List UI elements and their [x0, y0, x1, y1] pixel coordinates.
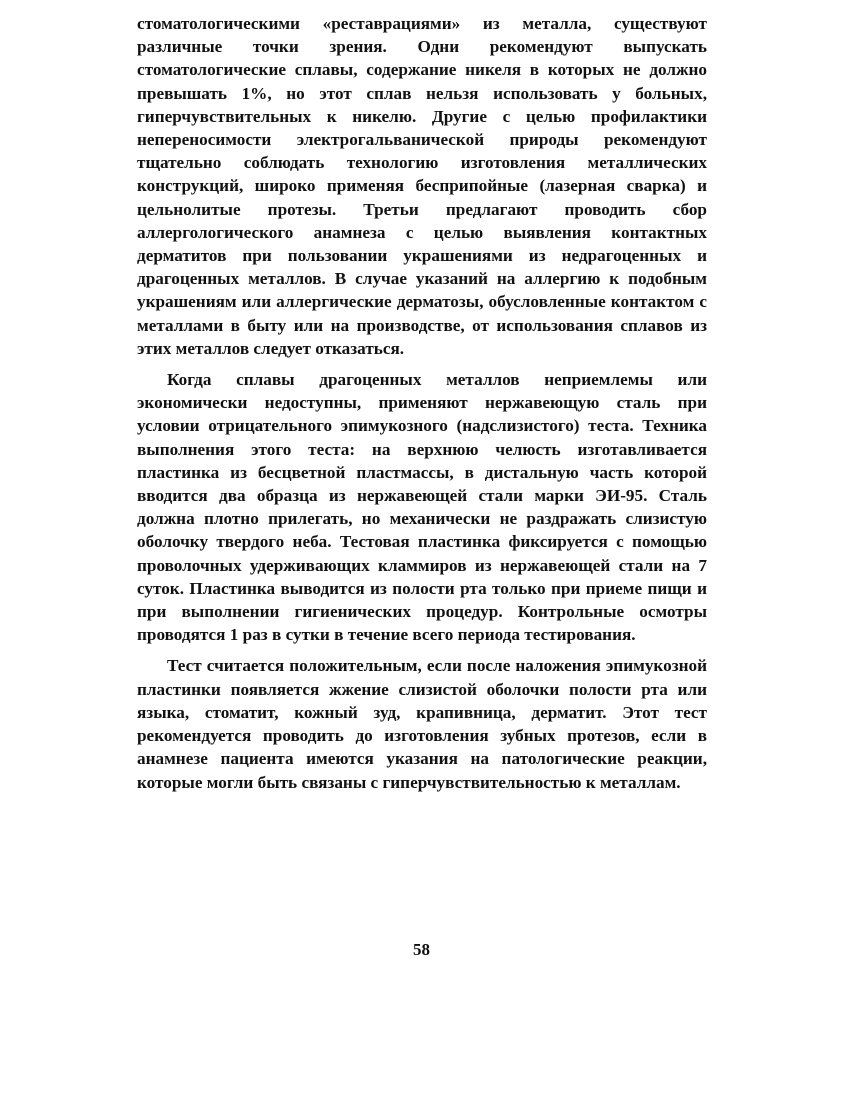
page-number: 58	[413, 940, 430, 959]
body-text	[137, 12, 707, 802]
paragraph-test-result: Тест считается положительным, если после наложения эпимукозной пластинки появляется жжение слизистой оболочки полости рта или языка, стоматит, кожный зуд, крапивница, дерматит. Этот тест рекомендуется проводить до изготовления зубных протезов, если в анамнезе пациента имеются указания на патологические реакции, которые могли быть связаны с гиперчувствительностью к металлам.	[137, 656, 707, 792]
paragraph-stainless-steel: Когда сплавы драгоценных металлов неприемлемы или экономически недоступны, применяют нержавеющую сталь при условии отрицательного эпимукозного (надслизистого) теста. Техника выполнения этого теста: на верхнюю челюсть изготавливается пластинка из бесцветной пластмассы, в дистальную часть которой вводится два образца из нержавеющей стали марки ЭИ-95. Сталь должна плотно прилегать, но механически не раздражать слизистую оболочку твердого неба. Тестовая пластинка фиксируется с помощью проволочных удерживающих кламмиров из нержавеющей стали на 7 суток. Пластинка выводится из полости рта только при приеме пищи и при выполнении гигиенических процедур. Контрольные осмотры проводятся 1 раз в сутки в течение всего периода тестирования.	[137, 370, 707, 645]
paragraph-continuation: стоматологическими «реставрациями» из металла, существуют различные точки зрения. Одни рекомендуют выпускать стоматологические сплавы, содержание никеля в которых не должно превышать 1%, но этот сплав нельзя использовать у больных, гиперчувствительных к никелю. Другие с целью профилактики непереносимости электрогальванической природы рекомендуют тщательно соблюдать технологию изготовления металлических конструкций, широко применяя бесприпойные (лазерная сварка) и цельнолитые протезы. Третьи предлагают проводить сбор аллергологического анамнеза с целью выявления контактных дерматитов при пользовании украшениями из недрагоценных и драгоценных металлов. В случае указаний на аллергию к подобным украшениям или аллергические дерматозы, обусловленные контактом с металлами в быту или на производстве, от использования сплавов из этих металлов следует отказаться.	[137, 14, 707, 358]
